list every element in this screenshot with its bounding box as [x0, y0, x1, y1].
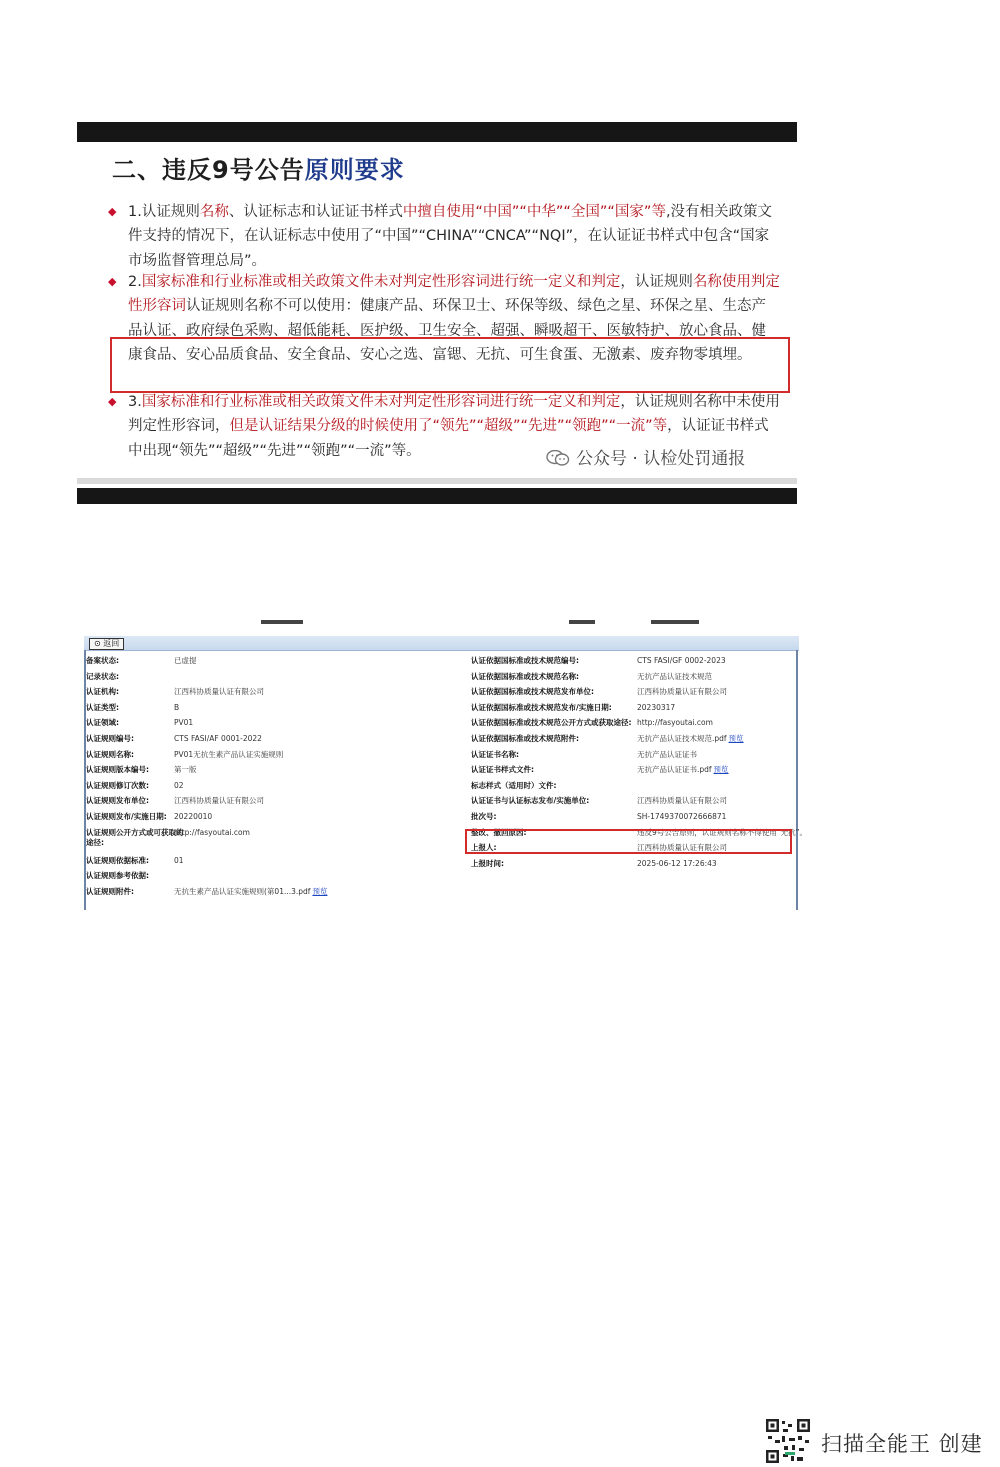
field-label: 备案状态:	[86, 656, 119, 665]
cropped-text-fragment	[261, 620, 303, 624]
field-value	[637, 765, 729, 774]
field-row	[86, 731, 466, 747]
field-row	[86, 778, 466, 794]
field-label: 认证证书名称:	[471, 749, 519, 759]
emphasis-text: “中国”“中华”“全国”“国家”等	[475, 204, 666, 220]
body-text: ，认证规则	[620, 274, 693, 290]
bottom-dark-band	[77, 488, 797, 504]
body-text: 3.	[128, 394, 142, 410]
field-row	[86, 653, 466, 669]
field-label: 认证规则修订次数:	[86, 780, 149, 790]
field-row	[471, 653, 796, 669]
field-value-text: 无抗产品认证证书	[637, 749, 697, 759]
diamond-bullet-icon: ◆	[108, 395, 117, 408]
field-value-text: http://fasyoutai.com	[637, 718, 713, 728]
wechat-icon	[546, 450, 570, 466]
field-label: 认证依据国标准或技术规范编号:	[471, 656, 579, 665]
title-prefix: 二、违反9号公告	[112, 156, 305, 184]
field-row	[86, 825, 466, 853]
field-row	[86, 715, 466, 731]
field-row	[471, 793, 796, 809]
cropped-text-fragment	[651, 620, 699, 624]
field-row	[471, 684, 796, 700]
preview-link[interactable]: 预览	[312, 886, 328, 896]
field-value	[637, 687, 727, 696]
field-label: 认证规则附件:	[86, 886, 134, 896]
camscanner-watermark: 扫描全能王 创建	[821, 1432, 983, 1456]
field-value-text: 20220010	[174, 811, 213, 821]
field-row	[471, 762, 796, 778]
field-value-text: 无抗产品认证技术规范	[637, 671, 712, 681]
field-value	[637, 718, 713, 727]
rule-item-1	[108, 200, 780, 273]
wechat-label: 公众号 · 认检处罚通报	[576, 449, 746, 469]
body-text: ，认证证书样式中出现“领先”“超级”“先进”“领跑”“一流”等。	[128, 418, 769, 459]
emphasis-text: 国家标准和行业标准或相关政策文件未对判定性形容词进行统一定义和判定	[141, 394, 621, 410]
field-label: 认证规则名称:	[86, 749, 134, 759]
field-value	[637, 672, 712, 681]
rule-item-1-text	[112, 200, 780, 273]
field-label: 认证规则依据标准:	[86, 855, 149, 865]
field-label: 认证证书与认证标志发布/实施单位:	[471, 796, 590, 806]
back-button[interactable]: ⊙ 返回	[89, 638, 124, 650]
field-value-text: 江西科协质量认证有限公司	[637, 843, 727, 853]
field-value	[174, 765, 197, 774]
field-row	[86, 700, 466, 716]
field-value-text: 江西科协质量认证有限公司	[174, 687, 264, 697]
field-row	[471, 700, 796, 716]
body-text: 认证规则名称不可以使用：健康产品、环保卫士、环保等级、绿色之星、环保之星、生态产品认证、政府绿色采购、超低能耗、医护级、卫生安全、超强、瞬吸超干、医敏特护、放心食品、健康食品、安心品质食品、安全食品、安心之选、富锶、无抗、可生食蛋、无激素、废弃物零填埋。	[128, 298, 766, 363]
record-screenshot	[81, 616, 808, 910]
field-value-text: 2025-06-12 17:26:43	[637, 858, 717, 868]
field-value-text: SH-1749370072666871	[637, 811, 727, 821]
field-value-text: PV01	[174, 718, 194, 728]
field-label: 认证类型:	[86, 702, 119, 712]
back-button-label: 返回	[103, 639, 120, 648]
field-label: 记录状态:	[86, 671, 119, 681]
field-value	[637, 750, 697, 759]
field-value-text: 02	[174, 780, 184, 790]
field-row	[471, 778, 796, 794]
field-value-text: B	[174, 702, 180, 712]
field-row	[86, 669, 466, 685]
field-label: 认证依据国标准或技术规范公开方式或获取途径:	[471, 718, 632, 728]
field-value	[174, 703, 179, 712]
field-value-text: 江西科协质量认证有限公司	[637, 796, 727, 806]
emphasis-text: 国家标准和行业标准或相关政策文件未对判定性形容词进行统一定义和判定	[141, 274, 621, 290]
field-label: 认证依据国标准或技术规范发布单位:	[471, 687, 594, 697]
field-value	[637, 703, 675, 712]
highlight-box	[110, 337, 790, 393]
field-row	[471, 669, 796, 685]
field-row	[86, 762, 466, 778]
field-value-text: 20230317	[637, 702, 676, 712]
field-label: 认证规则参考依据:	[86, 871, 149, 881]
field-label: 标志样式（适用时）文件:	[471, 780, 557, 790]
emphasis-text: 但是认证结果分级的时候使用了“领先”“超级”“先进”“领跑”“一流”等	[229, 418, 668, 435]
field-value-text: 已虚提	[174, 656, 197, 665]
field-row	[86, 884, 466, 900]
field-row	[86, 684, 466, 700]
field-row	[471, 715, 796, 731]
field-value	[174, 656, 197, 665]
wechat-source	[546, 444, 745, 469]
body-text: 1.认证规则	[128, 204, 200, 220]
field-label: 认证规则编号:	[86, 733, 134, 743]
field-label: 认证依据国标准或技术规范附件:	[471, 733, 579, 743]
field-row	[471, 731, 796, 747]
field-row	[86, 809, 466, 825]
field-value	[174, 734, 262, 743]
field-label: 认证规则发布单位:	[86, 796, 149, 806]
field-value	[174, 828, 250, 837]
field-label: 认证证书样式文件:	[471, 765, 534, 775]
field-value-text: 江西科协质量认证有限公司	[637, 687, 727, 697]
field-value-text: 江西科协质量认证有限公司	[174, 796, 264, 806]
field-label: 认证依据国标准或技术规范名称:	[471, 671, 579, 681]
cropped-text-fragment	[569, 620, 595, 624]
emphasis-text: 名称使用判定性形容词	[128, 274, 780, 315]
field-value	[174, 750, 283, 759]
field-value-text: 违反9号公告原则，认证规则名称不得使用“无抗”。	[637, 827, 808, 837]
field-value	[637, 812, 726, 821]
field-row	[471, 856, 796, 872]
field-value	[174, 887, 327, 896]
diamond-bullet-icon: ◆	[108, 205, 117, 218]
body-text: ，认证规则名称中未使用判定性形容词，	[128, 394, 780, 435]
top-dark-band	[77, 122, 797, 142]
emphasis-text: 名称	[199, 204, 229, 220]
field-label: 认证机构:	[86, 687, 119, 697]
left-field-column	[86, 653, 466, 899]
field-row	[86, 793, 466, 809]
field-label-continued: 途径:	[86, 837, 104, 847]
highlight-box-withdraw-reason	[465, 829, 792, 854]
field-label: 上报人:	[471, 843, 497, 853]
field-label: 认证依据国标准或技术规范发布/实施日期:	[471, 702, 612, 712]
field-row	[86, 853, 466, 869]
screenshot-toolbar	[84, 636, 799, 651]
field-value	[174, 687, 264, 696]
field-value	[174, 796, 264, 805]
field-value-text: PV01无抗生素产品认证实施规则	[174, 749, 284, 759]
body-text: 2.	[128, 274, 142, 290]
field-value-text: 无抗产品认证技术规范.pdf	[637, 733, 727, 743]
field-value-text: 无抗产品认证证书.pdf	[637, 765, 712, 775]
field-label: 认证规则版本编号:	[86, 765, 149, 775]
field-value-text: 01	[174, 855, 184, 865]
field-value-text: http://fasyoutai.com	[174, 827, 250, 837]
field-label: 认证规则公开方式或可获取的	[86, 827, 184, 837]
field-value-text: CTS FASI/AF 0001-2022	[174, 733, 262, 743]
field-value-text: 无抗生素产品认证实施规则(第01...3.pdf	[174, 886, 311, 896]
body-text: 、认证标志和认证证书样式	[228, 204, 403, 220]
field-row	[471, 747, 796, 763]
field-row	[86, 747, 466, 763]
diamond-bullet-icon: ◆	[108, 275, 117, 288]
field-label: 批次号:	[471, 811, 497, 821]
field-value	[174, 718, 193, 727]
slide-title	[112, 150, 405, 185]
preview-link[interactable]: 预览	[728, 733, 744, 743]
field-value	[174, 781, 184, 790]
bottom-shadow-band	[77, 478, 797, 484]
field-value	[637, 859, 717, 868]
field-row	[86, 868, 466, 884]
field-row	[471, 809, 796, 825]
field-label: 上报时间:	[471, 858, 504, 868]
field-value	[637, 656, 726, 665]
emphasis-text: 中擅自使用	[402, 204, 476, 220]
body-text: ,没有相关政策文件支持的情况下，在认证标志中使用了“中国”“CHINA”“CNCA”“NQI”，在认证证书样式中包含“国家市场监督管理总局”。	[128, 204, 773, 269]
field-value	[637, 734, 744, 743]
field-value-text: 第一版	[174, 765, 197, 775]
cropped-header	[81, 616, 799, 636]
field-label: 整改、撤回原因:	[471, 827, 527, 837]
field-value	[174, 812, 212, 821]
field-value	[174, 856, 184, 865]
field-value-text: CTS FASI/GF 0002-2023	[637, 656, 726, 665]
right-border	[796, 650, 798, 910]
field-label: 认证规则发布/实施日期:	[86, 811, 167, 821]
title-accent: 原则要求	[304, 156, 405, 184]
field-value	[637, 796, 727, 805]
preview-link[interactable]: 预览	[713, 765, 729, 775]
field-label: 认证领域:	[86, 718, 119, 728]
qr-code-icon	[765, 1418, 811, 1464]
